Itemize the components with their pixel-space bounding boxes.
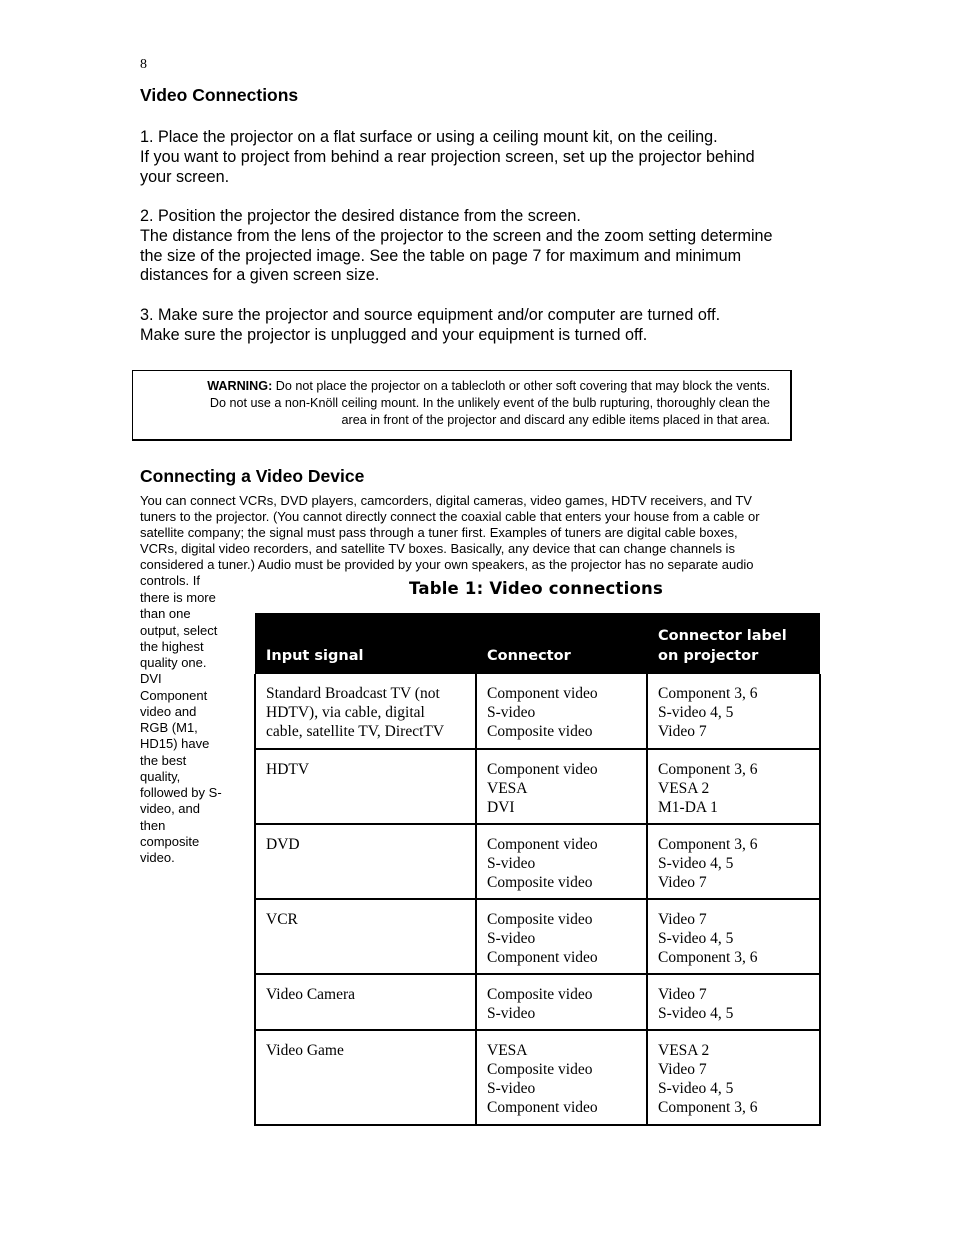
- cell-connector: [476, 1030, 647, 1125]
- cell-line: Composite video: [487, 874, 593, 891]
- side-note-line: quality,: [140, 768, 181, 784]
- cell-line: Composite video: [487, 723, 593, 740]
- cell-line: Composite video: [487, 911, 593, 928]
- side-note-line: RGB (M1,: [140, 720, 198, 735]
- cell-line: Component video: [487, 1099, 598, 1116]
- cell-line: VESA: [487, 780, 528, 797]
- side-note-line: video, and: [140, 801, 200, 817]
- step-line: the size of the projected image. See the table on page 7 for maximum and minimum: [140, 246, 742, 265]
- cell-connector: [476, 749, 647, 824]
- cell-line: S-video: [487, 855, 536, 872]
- cell-line: HDTV: [266, 761, 310, 778]
- cell-line: Component video: [487, 836, 598, 853]
- cell-line: S-video 4, 5: [658, 1005, 734, 1022]
- side-note-line: than one: [140, 606, 191, 622]
- setup-step-3: [140, 306, 830, 346]
- section-heading-video-connections: Video Connections: [140, 85, 299, 105]
- cell-line: Video Camera: [266, 986, 356, 1003]
- cell-connector-label: [647, 749, 820, 824]
- cell-line: Video 7: [658, 723, 707, 740]
- warning-line-1: [143, 378, 770, 395]
- step-line: The distance from the lens of the projector to the screen and the zoom setting determine: [140, 226, 773, 245]
- cell-line: VESA 2: [658, 780, 710, 797]
- cell-line: DVI: [487, 799, 515, 816]
- side-note-line: followed by S-: [140, 785, 222, 800]
- cell-line: Video 7: [658, 1061, 707, 1078]
- cell-connector-label: [647, 674, 820, 749]
- cell-line: S-video: [487, 1080, 536, 1097]
- cell-line: M1-DA 1: [658, 799, 718, 816]
- side-note-line: quality one.: [140, 655, 207, 670]
- side-note-line: HD15) have: [140, 736, 210, 752]
- side-note: [140, 590, 240, 866]
- intro-line: VCRs, digital video recorders, and satellite TV boxes. Basically, any device that can change channels is: [140, 541, 735, 557]
- cell-connector: [476, 824, 647, 899]
- cell-line: S-video 4, 5: [658, 855, 734, 872]
- intro-line: controls. If: [140, 573, 200, 589]
- intro-paragraph: [140, 493, 760, 590]
- table-title: Table 1: Video connections: [409, 579, 663, 598]
- cell-line: Component 3, 6: [658, 949, 758, 966]
- step-line: 2. Position the projector the desired distance from the screen.: [140, 206, 581, 225]
- intro-line: tuners to the projector. (You cannot directly connect the coaxial cable that enters your house from a cable or: [140, 509, 760, 525]
- intro-line: considered a tuner.) Audio must be provided by your own speakers, as the projector has no separate audio: [140, 557, 754, 573]
- cell-input-signal: [255, 899, 476, 974]
- cell-line: Component 3, 6: [658, 761, 758, 778]
- header-connector-label: Connector label on projector: [647, 613, 820, 674]
- cell-line: Composite video: [487, 1061, 593, 1078]
- header-connector: Connector: [476, 613, 647, 674]
- step-line: Make sure the projector is unplugged and your equipment is turned off.: [140, 325, 648, 344]
- cell-connector: [476, 899, 647, 974]
- side-note-line: video.: [140, 850, 175, 865]
- cell-connector: [476, 674, 647, 749]
- side-note-line: the best: [140, 752, 187, 768]
- cell-input-signal: [255, 974, 476, 1030]
- cell-input-signal: [255, 824, 476, 899]
- table-row: [255, 749, 820, 824]
- video-connections-table: [254, 613, 821, 1126]
- table-row: [255, 974, 820, 1030]
- cell-line: Component 3, 6: [658, 685, 758, 702]
- cell-line: Video 7: [658, 986, 707, 1003]
- side-note-line: composite: [140, 833, 200, 849]
- cell-connector-label: [647, 974, 820, 1030]
- cell-line: Component 3, 6: [658, 836, 758, 853]
- side-note-line: Component: [140, 687, 208, 703]
- side-note-line: the highest: [140, 638, 204, 654]
- cell-input-signal: [255, 1030, 476, 1125]
- table-row: [255, 1030, 820, 1125]
- cell-line: S-video 4, 5: [658, 704, 734, 721]
- intro-line: You can connect VCRs, DVD players, camcorders, digital cameras, video games, HDTV receivers, and TV: [140, 493, 752, 508]
- warning-line-3: area in front of the projector and discard any edible items placed in that area.: [341, 413, 770, 427]
- cell-line: S-video: [487, 930, 536, 947]
- cell-input-signal: [255, 749, 476, 824]
- side-note-line: output, select: [140, 622, 218, 638]
- warning-box: [132, 370, 792, 441]
- cell-line: VESA 2: [658, 1042, 710, 1059]
- table-row: [255, 899, 820, 974]
- cell-line: HDTV), via cable, digital: [266, 704, 425, 721]
- cell-line: Composite video: [487, 986, 593, 1003]
- cell-line: Video 7: [658, 911, 707, 928]
- cell-line: Component 3, 6: [658, 1099, 758, 1116]
- setup-steps: [140, 128, 830, 365]
- cell-line: S-video 4, 5: [658, 930, 734, 947]
- cell-line: Video 7: [658, 874, 707, 891]
- cell-input-signal: [255, 674, 476, 749]
- table-body: [255, 674, 820, 1125]
- side-note-line: then: [140, 817, 166, 833]
- cell-line: Component video: [487, 685, 598, 702]
- warning-label: WARNING:: [207, 379, 273, 393]
- warning-line-2: Do not use a non-Knöll ceiling mount. In the unlikely event of the bulb rupturing, thoroughly clean the: [209, 396, 770, 410]
- section-heading-connecting-video-device: Connecting a Video Device: [140, 466, 365, 486]
- cell-connector: [476, 974, 647, 1030]
- header-input-signal: Input signal: [255, 613, 476, 674]
- cell-connector-label: [647, 899, 820, 974]
- cell-connector-label: [647, 824, 820, 899]
- cell-line: VESA: [487, 1042, 528, 1059]
- step-line: 3. Make sure the projector and source equipment and/or computer are turned off.: [140, 305, 721, 324]
- step-line: 1. Place the projector on a flat surface or using a ceiling mount kit, on the ceiling.: [140, 128, 718, 146]
- cell-line: Standard Broadcast TV (not: [266, 685, 440, 702]
- step-line: distances for a given screen size.: [140, 266, 380, 285]
- setup-step-2: [140, 207, 830, 286]
- cell-line: Component video: [487, 761, 598, 778]
- side-note-line: there is more: [140, 590, 216, 605]
- table-row: [255, 824, 820, 899]
- intro-line: satellite company; the signal must pass through a tuner first. Examples of tuners are digital cable boxes,: [140, 525, 738, 541]
- side-note-line: video and: [140, 703, 197, 719]
- cell-line: S-video: [487, 1005, 536, 1022]
- cell-line: S-video 4, 5: [658, 1080, 734, 1097]
- warning-text: Do not place the projector on a tablecloth or other soft covering that may block the vents.: [272, 379, 770, 393]
- cell-line: VCR: [266, 911, 298, 928]
- cell-line: Video Game: [266, 1042, 344, 1059]
- page-number: 8: [140, 57, 147, 72]
- cell-connector-label: [647, 1030, 820, 1125]
- step-line: your screen.: [140, 167, 230, 186]
- table-row: [255, 674, 820, 749]
- side-note-line: DVI: [140, 671, 162, 687]
- cell-line: Component video: [487, 949, 598, 966]
- cell-line: DVD: [266, 836, 300, 853]
- setup-step-1: [140, 128, 830, 187]
- cell-line: cable, satellite TV, DirectTV: [266, 723, 445, 740]
- table-header-row: [255, 613, 820, 674]
- cell-line: S-video: [487, 704, 536, 721]
- step-line: If you want to project from behind a rear projection screen, set up the projector behind: [140, 147, 755, 166]
